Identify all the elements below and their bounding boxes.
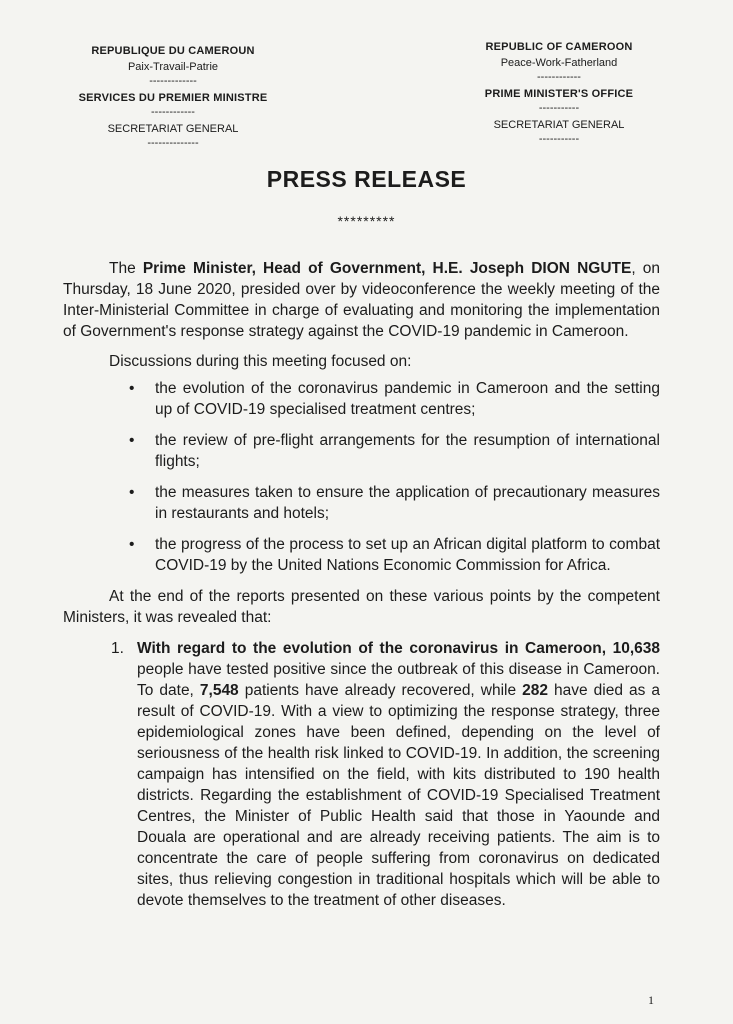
separator: ------------- — [149, 74, 197, 87]
separator: ----------- — [538, 101, 580, 114]
list-item — [129, 482, 660, 524]
motto-en: Peace-Work-Fatherland — [500, 56, 618, 69]
page-number: 1 — [648, 993, 654, 1007]
list-item-text: the progress of the process to set up an African digital platform to combat COVID-19 by the United Nations Economic Commission for Africa. — [155, 536, 660, 574]
finding-text: have died as a result of COVID-19. With a view to optimizing the response strategy, three epidemiological zones have been defined, depending on the level of seriousness of the health risk linked to COVID-19. In addition, the screening campaign has intensified on the field, with kits distributed to 190 health districts. Regarding the establishment of COVID-19 Specialised Treatment Centres, the Minister of Public Health said that those in Yaounde and Douala are operational and are already receiving patients. The aim is to concentrate the care of people suffering from coronavirus on dedicated sites, thus relieving congestion in traditional hospitals which will be able to devote themselves to the treatment of other diseases. — [137, 682, 660, 909]
bullet-icon: • — [129, 536, 135, 553]
finding-bold: 7,548 — [199, 682, 239, 699]
intro-text: , on Thursday, 18 June 2020, presided over by videoconference the weekly meeting of the Inter-Ministerial Committee in charge of evaluating and monitoring the implementation of Government's response strategy against the COVID-19 pandemic in Cameroon. — [63, 260, 660, 340]
separator: ------------ — [537, 70, 581, 83]
list-item — [129, 378, 660, 420]
secretariat-fr: SECRETARIAT GENERAL — [107, 122, 239, 135]
secretariat-en: SECRETARIAT GENERAL — [493, 118, 625, 131]
separator: ----------- — [538, 132, 580, 145]
finding-bold: 282 — [522, 682, 548, 699]
item-number: 1. — [111, 640, 124, 657]
list-item-text: the evolution of the coronavirus pandemic in Cameroon and the setting up of COVID-19 specialised treatment centres; — [155, 380, 660, 418]
office-name-fr: SERVICES DU PREMIER MINISTRE — [78, 91, 268, 104]
list-item-text: the measures taken to ensure the application of precautionary measures in restaurants and hotels; — [155, 484, 660, 522]
header-right — [444, 40, 674, 145]
title-stars: ********* — [337, 213, 396, 229]
findings-list — [63, 638, 660, 911]
finding-text: patients have already recovered, while — [238, 682, 523, 699]
intro-bold: Prime Minister, Head of Government, H.E. Joseph DION NGUTE — [142, 260, 632, 277]
finding-text: people have tested positive since the outbreak of this disease in Cameroon. To date, — [137, 661, 660, 699]
office-name-en: PRIME MINISTER'S OFFICE — [484, 87, 634, 100]
header-left — [62, 44, 284, 149]
bullet-icon: • — [129, 484, 135, 501]
intro-paragraph — [63, 258, 660, 342]
page-title: PRESS RELEASE — [266, 166, 467, 192]
discussions-intro: Discussions during this meeting focused on: — [109, 353, 412, 370]
motto-fr: Paix-Travail-Patrie — [127, 60, 219, 73]
country-name-fr: REPUBLIQUE DU CAMEROUN — [91, 45, 255, 57]
finding-item — [111, 638, 660, 911]
document-body — [63, 258, 660, 911]
separator: -------------- — [147, 136, 199, 149]
list-item — [129, 534, 660, 576]
reports-paragraph: At the end of the reports presented on these various points by the competent Ministers, it was revealed that: — [63, 588, 660, 626]
bullet-icon: • — [129, 380, 135, 397]
separator: ------------ — [151, 105, 195, 118]
discussion-list — [63, 378, 660, 576]
list-item — [129, 430, 660, 472]
country-name-en: REPUBLIC OF CAMEROON — [485, 41, 633, 53]
intro-text: The — [109, 260, 143, 277]
finding-bold: With regard to the evolution of the coronavirus in Cameroon, 10,638 — [137, 640, 660, 657]
list-item-text: the review of pre-flight arrangements for the resumption of international flights; — [155, 432, 660, 470]
bullet-icon: • — [129, 432, 135, 449]
